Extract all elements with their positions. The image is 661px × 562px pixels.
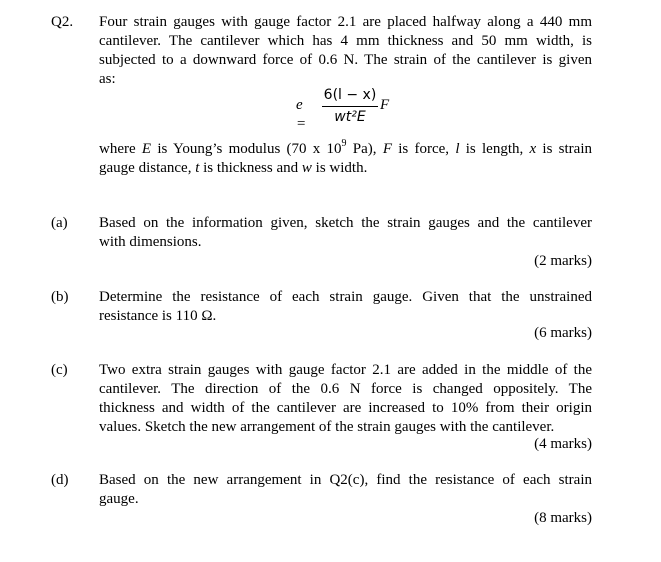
equation-denominator: wt²E [334, 109, 366, 125]
equation-lhs: e = [296, 97, 307, 132]
part-line: Determine the resistance of each strain gauge. Given that the unstrained [99, 289, 592, 305]
equation-fraction [322, 86, 378, 126]
part-line: Based on the new arrangement in Q2(c), find the resistance of each strain [99, 472, 592, 488]
part-line: resistance is 110 Ω. [99, 308, 217, 324]
text-span: is thickness and [199, 160, 302, 176]
text-span: gauge distance, [99, 160, 196, 176]
part-b-marks: (6 marks) [534, 325, 592, 341]
text-span: where [99, 141, 142, 157]
variable-definitions [99, 140, 592, 178]
intro-line: subjected to a downward force of 0.6 N. The strain of the cantilever is given [99, 52, 592, 68]
symbol-t: t [195, 160, 200, 176]
part-a-label: (a) [51, 215, 68, 231]
part-c-text [99, 361, 592, 437]
part-c-label: (c) [51, 362, 68, 378]
text-span: is force, [391, 141, 456, 157]
part-a-text [99, 214, 592, 252]
text-span: is length, [459, 141, 530, 157]
definition-line [99, 159, 592, 178]
intro-line: Four strain gauges with gauge factor 2.1 are placed halfway along a 440 mm [99, 14, 592, 30]
part-line: thickness and width of the cantilever are increased to 10% from their origin [99, 400, 592, 416]
part-d-text [99, 471, 592, 509]
part-b-label: (b) [51, 289, 69, 305]
text-span: Pa), [346, 141, 383, 157]
part-c-marks: (4 marks) [534, 436, 592, 452]
question-intro [99, 13, 592, 89]
part-line: Based on the information given, sketch the strain gauges and the cantilever [99, 215, 592, 231]
equation-rhs: F [380, 97, 390, 113]
part-b-text [99, 288, 592, 326]
fraction-bar [322, 106, 378, 107]
text-span: is Young’s modulus (70 x 10 [151, 141, 342, 157]
symbol-w: w [301, 160, 312, 176]
part-d-marks: (8 marks) [534, 510, 592, 526]
text-span: is width. [311, 160, 368, 176]
symbol-x: x [529, 141, 537, 157]
part-a-marks: (2 marks) [534, 253, 592, 269]
intro-line: cantilever. The cantilever which has 4 mm thickness and 50 mm width, is [99, 33, 592, 49]
definition-line [99, 140, 592, 159]
part-d-label: (d) [51, 472, 69, 488]
part-line: Two extra strain gauges with gauge factor 2.1 are added in the middle of the [99, 362, 592, 378]
question-number: Q2. [51, 14, 74, 30]
symbol-F: F [382, 141, 392, 157]
symbol-l: l [455, 141, 460, 157]
text-span: is strain [536, 141, 593, 157]
intro-line: as: [99, 71, 116, 87]
equation-numerator: 6(l − x) [323, 87, 377, 103]
part-line: with dimensions. [99, 234, 202, 250]
symbol-E: E [141, 141, 152, 157]
part-line: values. Sketch the new arrangement of the strain gauges with the cantilever. [99, 419, 555, 435]
exponent: 9 [341, 138, 347, 149]
part-line: gauge. [99, 491, 139, 507]
part-line: cantilever. The direction of the 0.6 N force is changed oppositely. The [99, 381, 592, 397]
